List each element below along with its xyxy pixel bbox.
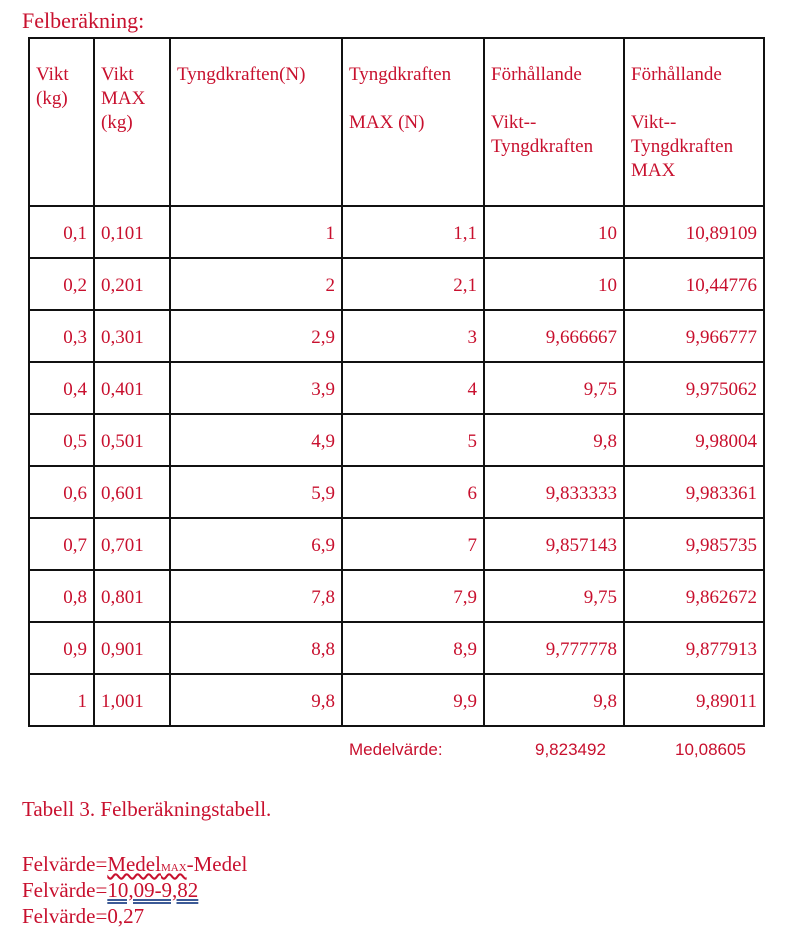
table-row: [29, 206, 764, 258]
table-cell: 9,75: [484, 570, 624, 622]
formula-line-1: [22, 852, 247, 877]
table-cell: 1,1: [342, 206, 484, 258]
table-cell: 0,3: [29, 310, 94, 362]
mean-ratio: 9,823492: [535, 740, 606, 759]
table-cell: 0,201: [94, 258, 170, 310]
column-header: [624, 38, 764, 206]
table-row: [29, 570, 764, 622]
table-cell: 9,8: [484, 414, 624, 466]
table-cell: 9,8: [170, 674, 342, 726]
table-row: [29, 414, 764, 466]
table-cell: 0,2: [29, 258, 94, 310]
table-cell: 3: [342, 310, 484, 362]
table-cell: 0,601: [94, 466, 170, 518]
table-row: [29, 466, 764, 518]
section-title: Felberäkning:: [22, 8, 145, 33]
table-header-row: [29, 38, 764, 206]
table-cell: 9,975062: [624, 362, 764, 414]
formula-medel: Medel: [107, 852, 161, 876]
table-row: [29, 518, 764, 570]
table-cell: 9,666667: [484, 310, 624, 362]
table-row: [29, 258, 764, 310]
table-cell: 0,9: [29, 622, 94, 674]
table-row: [29, 674, 764, 726]
table-cell: 10,89109: [624, 206, 764, 258]
table-row: [29, 362, 764, 414]
table-cell: 2: [170, 258, 342, 310]
table-cell: 4,9: [170, 414, 342, 466]
table-cell: 0,7: [29, 518, 94, 570]
formula-line-3: [22, 904, 144, 929]
table-cell: 9,877913: [624, 622, 764, 674]
table-row: [29, 310, 764, 362]
table-cell: 0,701: [94, 518, 170, 570]
table-caption: Tabell 3. Felberäkningstabell.: [22, 797, 272, 821]
table-cell: 6,9: [170, 518, 342, 570]
column-header: [342, 38, 484, 206]
header-line: (kg): [36, 88, 68, 109]
table-cell: 9,777778: [484, 622, 624, 674]
formula-medel-max: [107, 852, 186, 876]
header-line: MAX (N): [349, 112, 425, 133]
table-cell: 5,9: [170, 466, 342, 518]
table-cell: 7,8: [170, 570, 342, 622]
table-cell: 0,301: [94, 310, 170, 362]
table-cell: 3,9: [170, 362, 342, 414]
table-cell: 9,862672: [624, 570, 764, 622]
header-line: Vikt--: [491, 112, 537, 133]
formula-prefix: Felvärde=: [22, 904, 108, 928]
formula-line-2: [22, 878, 198, 903]
table-cell: 1,001: [94, 674, 170, 726]
error-table: [28, 37, 765, 727]
table-cell: 10: [484, 206, 624, 258]
table-cell: 9,983361: [624, 466, 764, 518]
header-line: Tyngdkraften: [491, 136, 594, 157]
column-header: [29, 38, 94, 206]
header-line: Vikt: [101, 64, 134, 85]
header-line: MAX: [631, 160, 676, 181]
table-row: [29, 622, 764, 674]
formula-result: 0,27: [107, 904, 145, 928]
table-cell: 6: [342, 466, 484, 518]
column-header: [170, 38, 342, 206]
table-cell: 9,833333: [484, 466, 624, 518]
table-cell: 7,9: [342, 570, 484, 622]
formula-values: 10,09-9,82: [107, 878, 199, 902]
formula-minus-medel: -Medel: [186, 852, 248, 876]
header-line: Tyngdkraften: [349, 64, 452, 85]
table-cell: 2,9: [170, 310, 342, 362]
table-cell: 0,901: [94, 622, 170, 674]
table-cell: 9,8: [484, 674, 624, 726]
header-line: Tyngdkraften: [631, 136, 734, 157]
table-cell: 0,401: [94, 362, 170, 414]
table-cell: 9,89011: [624, 674, 764, 726]
table-cell: 9,985735: [624, 518, 764, 570]
header-line: (kg): [101, 112, 133, 133]
table-cell: 0,801: [94, 570, 170, 622]
column-header: [94, 38, 170, 206]
table-cell: 0,1: [29, 206, 94, 258]
header-line: Förhållande: [491, 64, 582, 85]
table-cell: 0,4: [29, 362, 94, 414]
table-cell: 0,8: [29, 570, 94, 622]
table-cell: 9,75: [484, 362, 624, 414]
table-cell: 10,44776: [624, 258, 764, 310]
table-cell: 4: [342, 362, 484, 414]
table-cell: 7: [342, 518, 484, 570]
header-line: Vikt--: [631, 112, 677, 133]
header-line: Förhållande: [631, 64, 722, 85]
table-cell: 8,9: [342, 622, 484, 674]
mean-label: Medelvärde:: [349, 740, 443, 759]
table-cell: 9,98004: [624, 414, 764, 466]
table-cell: 1: [29, 674, 94, 726]
table-cell: 9,9: [342, 674, 484, 726]
table-cell: 0,501: [94, 414, 170, 466]
table-cell: 2,1: [342, 258, 484, 310]
header-line: Tyngdkraften(N): [177, 64, 306, 85]
table-cell: 8,8: [170, 622, 342, 674]
table-cell: 0,6: [29, 466, 94, 518]
table-cell: 1: [170, 206, 342, 258]
header-line: Vikt: [36, 64, 69, 85]
mean-ratio-max: 10,08605: [675, 740, 746, 759]
header-line: MAX: [101, 88, 146, 109]
table-cell: 0,101: [94, 206, 170, 258]
formula-sub-max: MAX: [160, 862, 187, 874]
table-cell: 0,5: [29, 414, 94, 466]
table-cell: 9,857143: [484, 518, 624, 570]
table-cell: 10: [484, 258, 624, 310]
formula-prefix: Felvärde=: [22, 852, 108, 876]
formula-prefix: Felvärde=: [22, 878, 108, 902]
column-header: [484, 38, 624, 206]
table-cell: 5: [342, 414, 484, 466]
table-cell: 9,966777: [624, 310, 764, 362]
